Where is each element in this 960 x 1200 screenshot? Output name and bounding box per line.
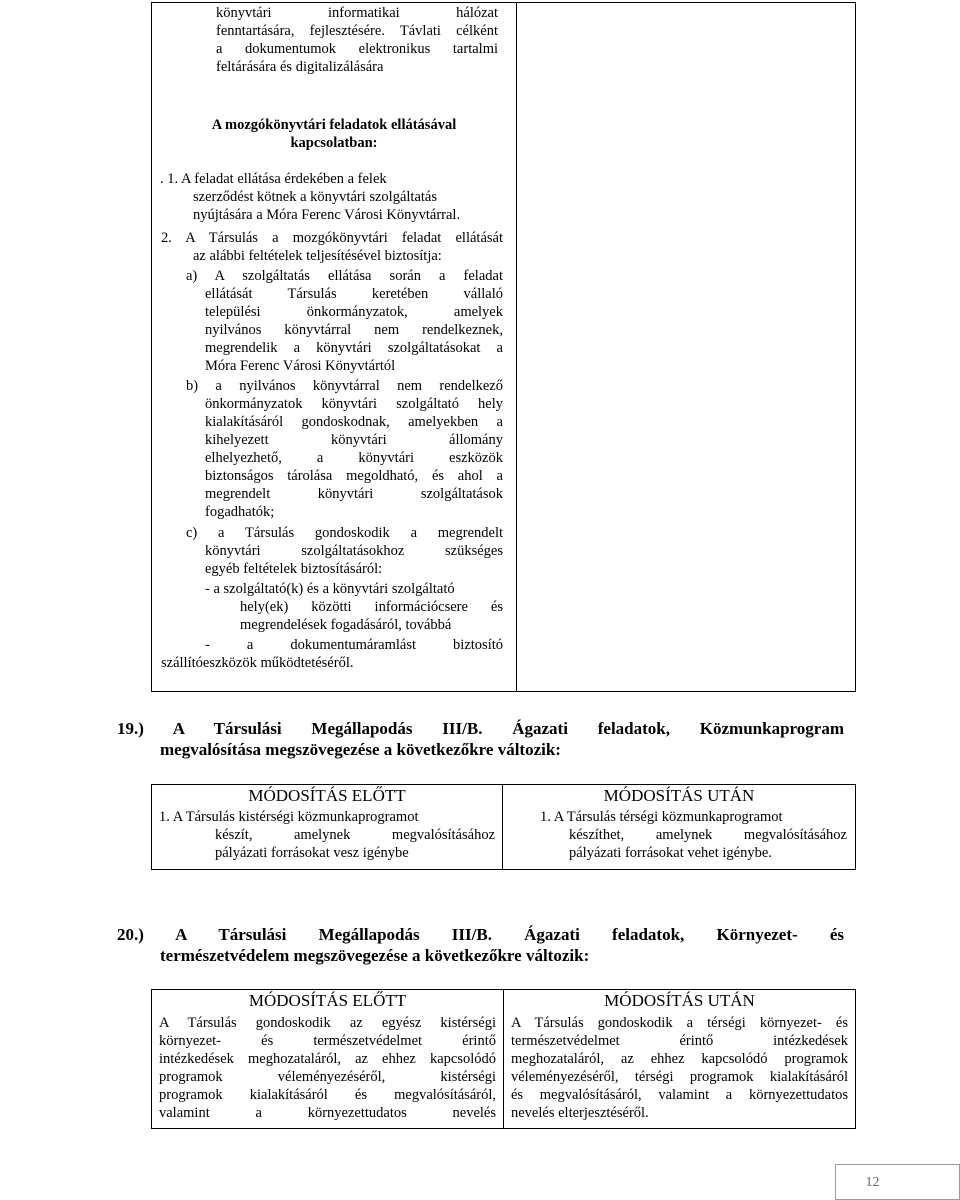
section20-before-line-2: környezet- és természetvédelmet érintő [159,1033,496,1049]
item-a-line-2: ellátását Társulás keretében vállaló [205,286,503,302]
item-b-line-2: önkormányzatok könyvtári szolgáltató hely [205,396,503,412]
item1-line-2: szerződést kötnek a könyvtári szolgáltatás [193,189,438,205]
item2-line-2: az alábbi feltételek teljesítésével biztosítja: [193,248,442,264]
section20-after-line-4: véleményezéséről, térségi programok kialakításáról [511,1069,848,1085]
section20-after-line-3: meghozataláról, az ehhez kapcsolódó programok [511,1051,848,1067]
section20-heading-line-2: természetvédelem megszövegezése a következőkre változik: [160,946,590,965]
item-a-line-5: megrendelik a könyvtári szolgáltatásokat a [205,340,503,356]
section19-after-title: MÓDOSÍTÁS UTÁN [603,786,755,805]
section20-after-title: MÓDOSÍTÁS UTÁN [604,991,755,1010]
item1-line-1: . 1. A feladat ellátása érdekében a felek [160,171,387,187]
intro-line-2: fenntartására, fejlesztésére. Távlati célként [216,23,498,39]
section20-before-line-6: valamint a környezettudatos nevelés [159,1105,496,1121]
top-table-divider [516,2,517,692]
item-b-line-3: kialakításáról gondoskodnak, amelyekben a [205,414,503,430]
item-c-line-3: egyéb feltételek biztosításáról: [205,561,383,577]
section20-before-line-5: programok kialakításáról és megvalósításáról, [159,1087,496,1103]
section19-before-line-1: 1. A Társulás kistérségi közmunkaprogramot [159,809,419,825]
section19-heading-line-2: megvalósítása megszövegezése a következőkre változik: [160,740,561,759]
section20-heading-line-1: 20.) A Társulási Megállapodás III/B. Ágazati feladatok, Környezet- és [117,925,844,944]
section20-after-line-6: nevelés elterjesztéséről. [511,1105,649,1121]
dash2-line-2: szállítóeszközök működtetéséről. [161,655,354,671]
intro-line-3: a dokumentumok elektronikus tartalmi [216,41,498,57]
section20-before-line-4: programok véleményezéséről, kistérségi [159,1069,496,1085]
section19-after-line-2: készíthet, amelynek megvalósításához [569,827,847,843]
dash1-line-3: megrendelések fogadásáról, továbbá [240,617,452,633]
item-c-line-2: könyvtári szolgáltatásokhoz szükséges [205,543,503,559]
section19-heading-line-1: 19.) A Társulási Megállapodás III/B. Ágazati feladatok, Közmunkaprogram [117,719,844,738]
section20-after-line-2: természetvédelmet érintő intézkedések [511,1033,848,1049]
mozgokonyvtar-heading-2: kapcsolatban: [290,135,378,151]
page-number: 12 [865,1175,880,1190]
section19-after-line-1: 1. A Társulás térségi közmunkaprogramot [540,809,783,825]
item-b-line-1: b) a nyilvános könyvtárral nem rendelkező [186,378,503,394]
section19-before-line-3: pályázati forrásokat vesz igénybe [215,845,409,861]
section20-after-line-1: A Társulás gondoskodik a térségi környezet- és [511,1015,848,1031]
mozgokonyvtar-heading-1: A mozgókönyvtári feladatok ellátásával [211,117,457,133]
section20-before-line-1: A Társulás gondoskodik az egyész kistérségi [159,1015,496,1031]
item-b-line-4: kihelyezett könyvtári állomány [205,432,503,448]
item2-line-1: 2. A Társulás a mozgókönyvtári feladat ellátását [161,230,503,246]
item-a-line-3: települési önkormányzatok, amelyek [205,304,503,320]
section20-after-line-5: és megvalósításáról, valamint a környezettudatos [511,1087,848,1103]
dash2-line-1: - a dokumentumáramlást biztosító [205,637,503,653]
item-b-line-8: fogadhatók; [205,504,275,520]
item-b-line-5: elhelyezhető, a könyvtári eszközök [205,450,503,466]
item1-line-3: nyújtására a Móra Ferenc Városi Könyvtárral. [193,207,461,223]
section19-before-title: MÓDOSÍTÁS ELŐTT [248,786,406,805]
section20-before-title: MÓDOSÍTÁS ELŐTT [248,991,407,1010]
dash1-line-1: - a szolgáltató(k) és a könyvtári szolgáltató [205,581,455,597]
item-a-line-6: Móra Ferenc Városi Könyvtártól [205,358,396,374]
section20-before-line-3: intézkedések meghozataláról, az ehhez kapcsolódó [159,1051,496,1067]
item-b-line-7: megrendelt könyvtári szolgáltatások [205,486,503,502]
intro-line-1: könyvtári informatikai hálózat [216,5,498,21]
item-b-line-6: biztonságos tárolása megoldható, és ahol a [205,468,503,484]
item-c-line-1: c) a Társulás gondoskodik a megrendelt [186,525,503,541]
dash1-line-2: hely(ek) közötti információcsere és [240,599,503,615]
section19-before-line-2: készít, amelynek megvalósításához [215,827,495,843]
item-a-line-1: a) A szolgáltatás ellátása során a feladat [186,268,503,284]
section19-after-line-3: pályázati forrásokat vehet igénybe. [569,845,772,861]
intro-line-4: feltárására és digitalizálására [216,59,384,75]
item-a-line-4: nyilvános könyvtárral nem rendelkeznek, [205,322,503,338]
